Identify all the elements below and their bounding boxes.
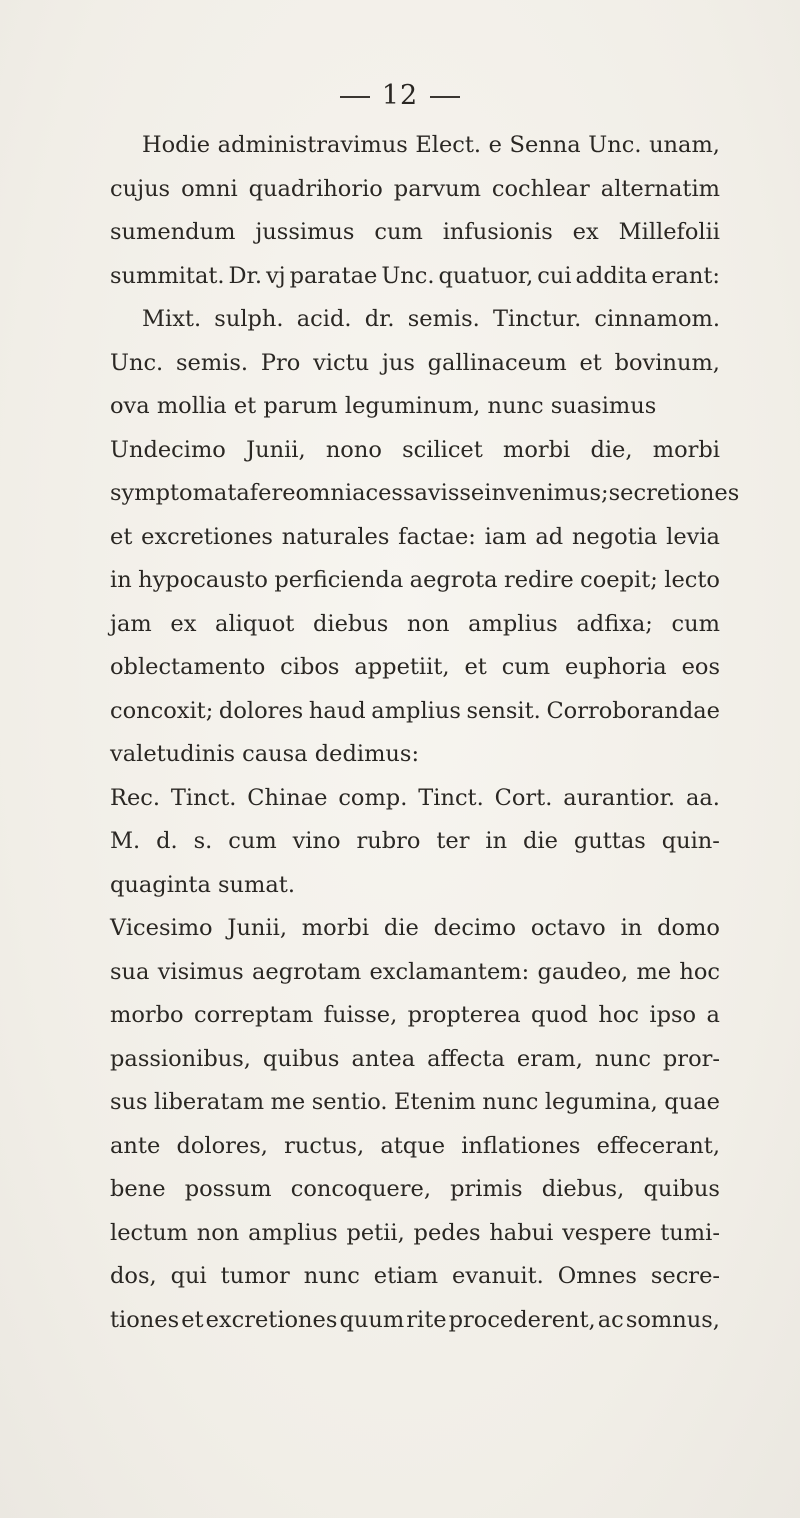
word: Unc. [588,132,642,158]
text-line [110,777,720,821]
word: eram, [516,1045,583,1072]
word: vino [292,828,341,854]
word: effecerant, [596,1132,720,1159]
word: redire [503,567,574,593]
word: pedes [413,1219,481,1246]
word: cum [671,610,720,637]
word: Tinct. [418,784,484,811]
word: nunc [303,1263,360,1289]
word: in [485,828,508,854]
word: ex [572,219,599,245]
word: secre- [650,1263,720,1289]
word: etiam [373,1263,439,1289]
word: aurantior. [563,784,676,811]
word: nono [325,436,382,463]
word: vj [265,262,286,289]
word: somnus, [625,1306,720,1333]
word: amplius [248,1219,338,1246]
word: unam, [649,132,720,158]
word: morbi [503,436,571,463]
word: excretiones [205,1306,338,1333]
word: aegrota [409,567,498,593]
word: affecta [427,1045,505,1072]
word: erant: [651,262,720,289]
word: dolores [218,697,304,724]
word: propterea [407,1002,521,1028]
word: guttas [573,828,646,854]
word: fuisse, [323,1002,398,1028]
word: Millefolii [618,219,720,245]
word: infusionis [442,219,553,245]
word: ex [170,610,197,637]
word: quin- [661,828,720,854]
text-line [110,1255,720,1299]
word: morbi [301,915,370,941]
right-dash [430,96,460,98]
word: haud [308,697,366,724]
word: eos [681,654,720,680]
word: amplius [371,697,461,724]
word: levia [666,523,720,550]
word: jus [381,349,415,376]
word: victu [313,349,370,376]
word: sumendum [110,219,236,245]
word: diebus, [541,1176,625,1202]
word: ac [597,1306,624,1333]
text-line [110,124,720,168]
word: euphoria [565,654,667,680]
word: hoc [679,958,720,985]
word: Senna [509,132,581,158]
word: aliquot [215,610,295,637]
word: sus [110,1089,148,1115]
word: visimus [157,958,244,985]
word: Pro [260,349,301,376]
word: naturales [281,523,390,550]
word: procederent, [448,1306,596,1333]
word: passionibus, [110,1045,251,1072]
word: paratae [289,262,378,289]
text-line [110,298,720,342]
word: Rec. [110,784,161,811]
word: jussimus [255,219,355,245]
word: aa. [685,784,720,811]
left-dash [340,96,370,98]
text-line [110,255,720,299]
word: hoc [598,1002,639,1028]
text-line [110,1299,720,1343]
text-line: quaginta sumat. [110,871,295,898]
word: non [196,1219,240,1246]
word: symptomata [110,480,250,506]
word: aegrotam [251,958,362,985]
word: tumor [220,1263,290,1289]
text-line: ova mollia et parum leguminum, nunc suasimus [110,393,657,419]
word: concoxit; [110,697,214,724]
word: bovinum, [614,349,720,376]
word: rite [406,1306,447,1333]
word: me [270,1089,306,1115]
word: invenimus; [484,480,609,506]
word: quod [531,1002,588,1028]
word: vespere [562,1219,652,1246]
word: nunc [594,1045,651,1072]
text-line [110,1168,720,1212]
text-line [110,429,720,473]
word: omni [181,175,238,202]
word: atque [380,1132,446,1159]
word: ructus, [284,1132,365,1159]
word: negotia [571,523,658,550]
word: omnia [295,480,366,506]
word: cum [228,828,277,854]
word: domo [657,915,720,941]
word: administravimus [217,132,408,158]
word: possum [184,1176,272,1202]
word: lecto [664,567,720,593]
word: et [464,654,487,680]
word: alternatim [600,175,720,202]
text-line [110,516,720,560]
word: gallinaceum [427,349,567,376]
word: hypocausto [138,567,268,593]
word: habui [489,1219,554,1246]
word: Elect. [415,132,482,158]
word: die [523,828,558,854]
word: amplius [468,610,558,637]
word: parvum [393,175,481,202]
word: Tinct. [170,784,237,811]
word: morbi [652,436,720,463]
text-line [110,559,720,603]
word: dolores, [176,1132,268,1159]
word: ante [110,1132,161,1159]
word: octavo [530,915,606,941]
word: liberatam [154,1089,265,1115]
word: quatuor, [438,262,534,289]
page-header [0,80,800,111]
word: in [110,567,132,593]
word: inflationes [461,1132,581,1159]
word: factae: [398,523,476,550]
text-line [110,472,740,516]
word: pror- [662,1045,720,1072]
word: primis [450,1176,523,1202]
word: Undecimo [110,436,226,463]
word: coepit; [580,567,658,593]
word: tiones [110,1306,180,1333]
word: d. [156,828,178,854]
word: sua [110,958,150,985]
word: Omnes [557,1263,637,1289]
word: Chinae [247,784,328,811]
word: Hodie [142,132,211,158]
word: a [706,1002,720,1028]
word: lectum [110,1219,188,1246]
word: in [620,915,643,941]
word: addita [575,262,648,289]
word: Unc. [110,349,164,376]
word: jam [110,610,152,637]
word: Corroborandae [546,697,720,724]
word: Dr. [228,262,262,289]
word: bene [110,1176,166,1202]
word: semis. [175,349,249,376]
word: scilicet [402,436,483,463]
word: cui [537,262,572,289]
text-line [110,342,720,386]
word: secretiones [608,480,740,506]
word: non [406,610,450,637]
word: Junii, [246,436,306,463]
word: comp. [338,784,408,811]
word: rubro [356,828,421,854]
word: summitat. [110,262,225,289]
word: evanuit. [452,1263,544,1289]
body-text [110,124,740,1342]
page-number: 12 [381,80,419,111]
word: M. [110,828,141,854]
word: cujus [110,175,171,202]
word: dos, [110,1263,157,1289]
word: sentio. [311,1089,388,1115]
word: perficienda [274,567,404,593]
word: quae [664,1089,720,1115]
word: quibus [643,1176,720,1202]
word: Tinctur. [492,306,582,332]
word: me [636,958,672,985]
word: et [181,1306,204,1333]
text-line [110,951,720,995]
word: Cort. [494,784,553,811]
text-line [110,994,720,1038]
word: sulph. [214,306,284,332]
word: semis. [407,306,480,332]
word: ad [535,523,564,550]
word: morbo [110,1002,184,1028]
word: cibos [280,654,340,680]
word: die [383,915,419,941]
word: sensit. [466,697,541,724]
text-line [110,820,720,864]
word: fere [249,480,296,506]
word: ter [436,828,470,854]
word: Mixt. [142,306,202,332]
text-line [110,1081,720,1125]
text-line [110,168,720,212]
word: correptam [194,1002,314,1028]
text-line [110,211,720,255]
word: oblectamento [110,654,266,680]
word: decimo [433,915,517,941]
word: antea [351,1045,416,1072]
word: ipso [649,1002,697,1028]
word: et [579,349,602,376]
text-line: valetudinis causa dedimus: [110,741,420,767]
text-line [110,646,720,690]
word: adfixa; [576,610,653,637]
word: diebus [312,610,389,637]
word: tumi- [660,1219,720,1246]
word: cessavisse [365,480,485,506]
word: cinnamom. [594,306,720,332]
text-line [110,603,720,647]
text-line [110,1125,720,1169]
word: quadrihorio [248,175,383,202]
word: appetiit, [354,654,450,680]
text-line [110,1212,720,1256]
word: legumina, [544,1089,658,1115]
text-line [110,907,720,951]
word: s. [193,828,213,854]
word: Junii, [227,915,287,941]
text-line [110,1038,720,1082]
word: quum [339,1306,405,1333]
word: die, [590,436,633,463]
word: cochlear [491,175,590,202]
word: qui [170,1263,207,1289]
word: dr. [364,306,395,332]
word: petii, [346,1219,405,1246]
word: Unc. [381,262,435,289]
word: et [110,523,133,550]
word: acid. [296,306,352,332]
word: e [488,132,502,158]
word: excretiones [141,523,273,550]
word: cum [501,654,551,680]
word: nunc [482,1089,539,1115]
word: cum [374,219,423,245]
word: Vicesimo [110,915,213,941]
word: quibus [262,1045,340,1072]
text-line [110,690,720,734]
word: Etenim [394,1089,476,1115]
word: gaudeo, [537,958,629,985]
word: exclamantem: [369,958,530,985]
word: concoquere, [290,1176,431,1202]
word: iam [484,523,527,550]
